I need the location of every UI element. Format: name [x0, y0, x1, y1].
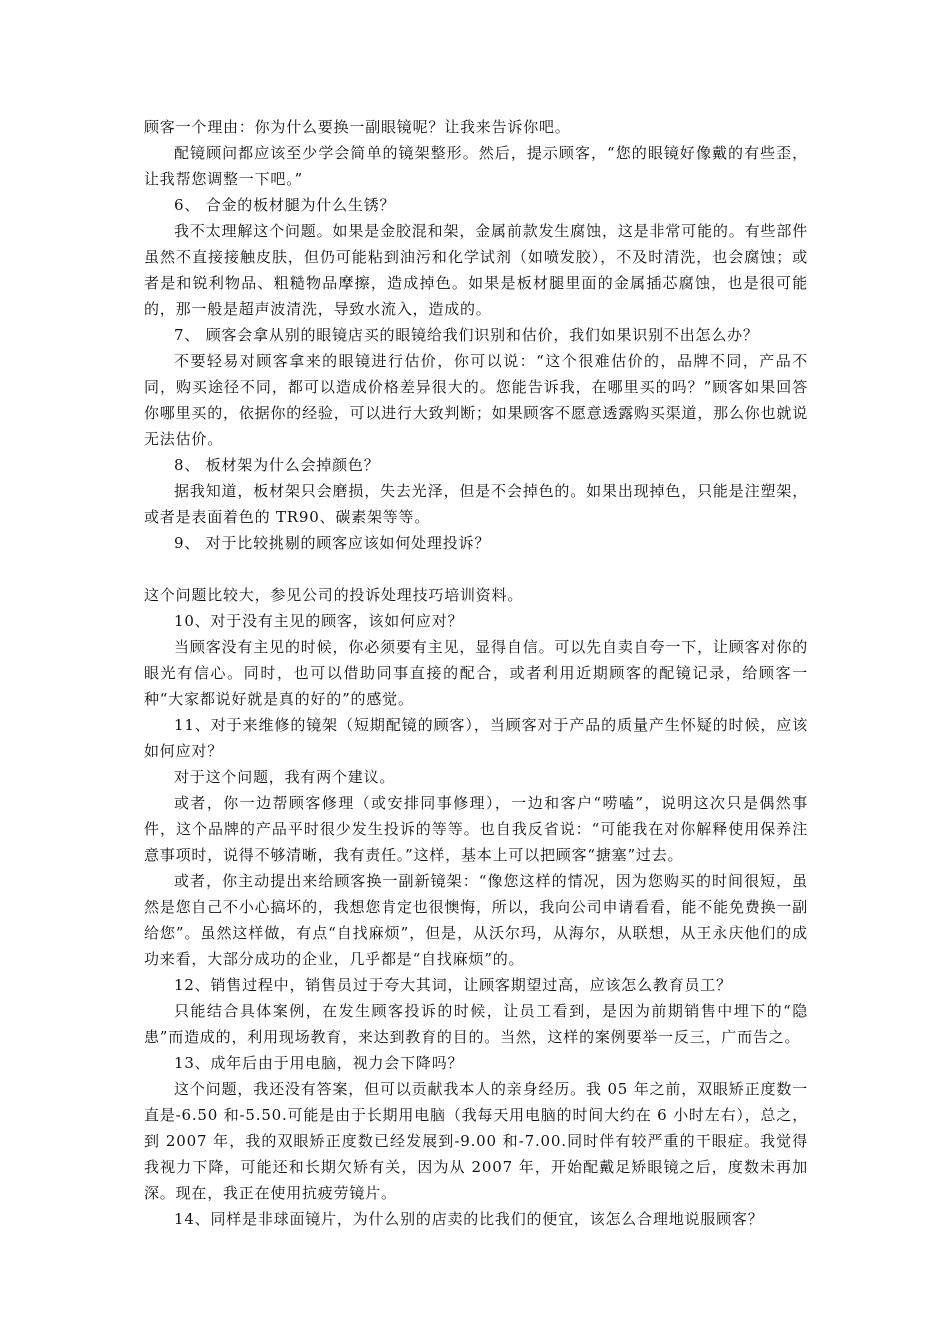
paragraph-answer-10: 当顾客没有主见的时候，你必须要有主见，显得自信。可以先自卖自夸一下，让顾客对你的眼光有信心。同时，也可以借助同事直接的配合，或者利用近期顾客的配镜记录，给顾客一种“大家都说好就是真的好的”的感觉。 — [144, 638, 808, 708]
paragraph-answer-13: 这个问题，我还没有答案，但可以贡献我本人的亲身经历。我 05 年之前，双眼矫正度数一直是-6.50 和-5.50.可能是由于长期用电脑（我每天用电脑的时间大约在 6 小时左右），总之，到 2007 年，我的双眼矫正度数已经发展到-9.00 和-7.00.同时伴有较严重的干眼症。我觉得我视力下降，可能还和长期欠矫有关，因为从 2007 年，开始配戴足矫眼镜之后，度数未再加深。现在，我正在使用抗疲劳镜片。 — [144, 1080, 808, 1202]
paragraph-answer-11-option-b: 或者，你主动提出来给顾客换一副新镜架：“像您这样的情况，因为您购买的时间很短，虽然是您自己不小心搞坏的，我想您肯定也很懊悔，所以，我向公司申请看看，能不能免费换一副给您”。虽然这样做，有点“自找麻烦”，但是，从沃尔玛，从海尔，从联想，从王永庆他们的成功来看，大部分成功的企业，几乎都是“自找麻烦”的。 — [144, 872, 808, 968]
blank-line — [144, 556, 808, 582]
question-7: 7、 顾客会拿从别的眼镜店买的眼镜给我们识别和估价，我们如果识别不出怎么办？ — [174, 326, 759, 344]
question-14: 14、同样是非球面镜片，为什么别的店卖的比我们的便宜，该怎么合理地说服顾客？ — [174, 1210, 764, 1228]
paragraph-answer-5: 配镜顾问都应该至少学会简单的镜架整形。然后，提示顾客，“您的眼镜好像戴的有些歪，让我帮您调整一下吧。” — [144, 144, 808, 188]
question-12: 12、销售过程中，销售员过于夸大其词，让顾客期望过高，应该怎么教育员工？ — [174, 976, 732, 994]
paragraph-answer-7: 不要轻易对顾客拿来的眼镜进行估价，你可以说：“这个很难估价的，品牌不同，产品不同，购买途径不同，都可以造成价格差异很大的。您能告诉我，在哪里买的吗？”顾客如果回答你哪里买的，依据你的经验，可以进行大致判断；如果顾客不愿意透露购买渠道，那么你也就说无法估价。 — [144, 352, 808, 448]
paragraph-intro: 顾客一个理由：你为什么要换一副眼镜呢？让我来告诉你吧。 — [144, 118, 571, 136]
question-11: 11、对于来维修的镜架（短期配镜的顾客），当顾客对于产品的质量产生怀疑的时候，应该如何应对？ — [144, 716, 808, 760]
question-13: 13、成年后由于用电脑，视力会下降吗？ — [174, 1054, 464, 1072]
paragraph-answer-12: 只能结合具体案例，在发生顾客投诉的时候，让员工看到，是因为前期销售中埋下的“隐患”而造成的，利用现场教育，来达到教育的目的。当然，这样的案例要举一反三，广而告之。 — [144, 1002, 808, 1046]
question-9: 9、 对于比较挑剔的顾客应该如何处理投诉？ — [174, 534, 491, 552]
paragraph-answer-8: 据我知道，板材架只会磨损，失去光泽，但是不会掉色的。如果出现掉色，只能是注塑架，或者是表面着色的 TR90、碳素架等等。 — [144, 482, 808, 526]
paragraph-answer-11-intro: 对于这个问题，我有两个建议。 — [174, 768, 396, 786]
paragraph-answer-11-option-a: 或者，你一边帮顾客修理（或安排同事修理），一边和客户“唠嗑”，说明这次只是偶然事件，这个品牌的产品平时很少发生投诉的等等。也自我反省说：“可能我在对你解释使用保养注意事项时，说得不够清晰，我有责任。”这样，基本上可以把顾客“搪塞”过去。 — [144, 794, 808, 864]
question-10: 10、对于没有主见的顾客，该如何应对？ — [174, 612, 464, 630]
question-8: 8、 板材架为什么会掉颜色？ — [174, 456, 380, 474]
document-page — [144, 114, 808, 1232]
paragraph-answer-9: 这个问题比较大，参见公司的投诉处理技巧培训资料。 — [144, 586, 524, 604]
question-6: 6、 合金的板材腿为什么生锈？ — [174, 196, 396, 214]
paragraph-answer-6: 我不太理解这个问题。如果是金胶混和架，金属前款发生腐蚀，这是非常可能的。有些部件虽然不直接接触皮肤，但仍可能粘到油污和化学试剂（如喷发胶），不及时清洗，也会腐蚀；或者是和锐利物品、粗糙物品摩擦，造成掉色。如果是板材腿里面的金属插芯腐蚀，也是很可能的，那一般是超声波清洗，导致水流入，造成的。 — [144, 222, 808, 318]
